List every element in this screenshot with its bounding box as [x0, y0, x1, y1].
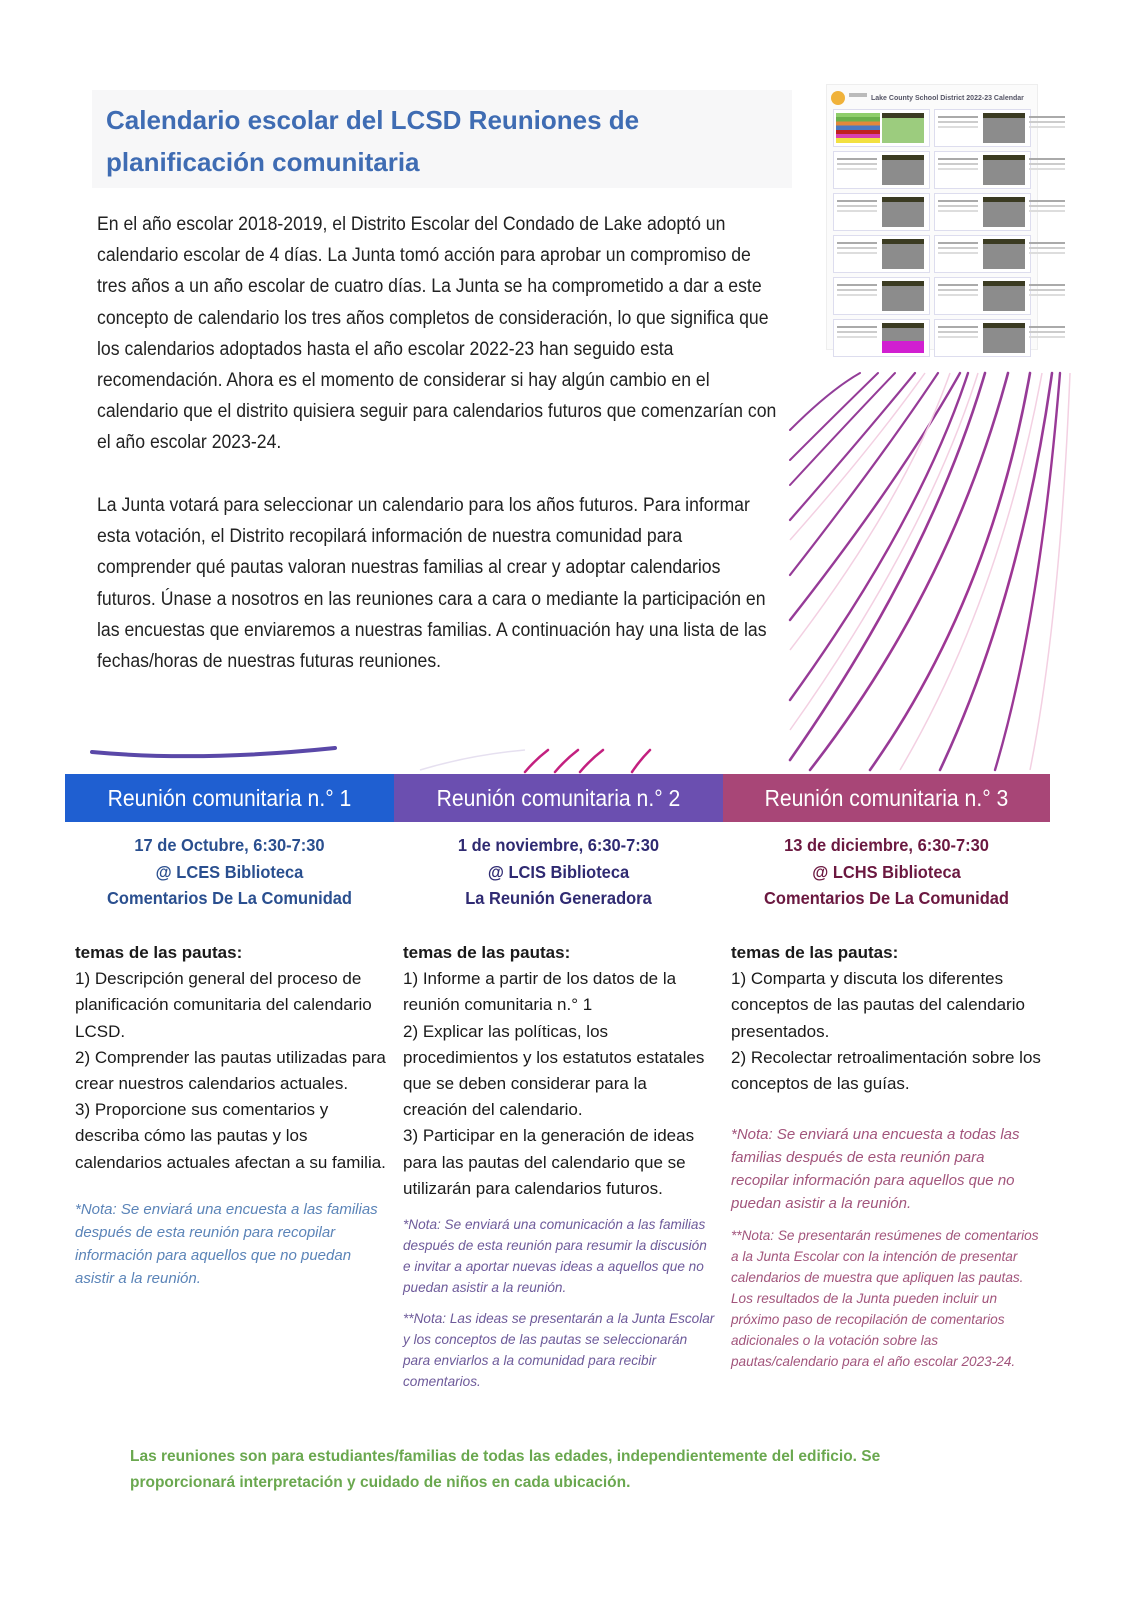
meeting-location: @ LCIS Biblioteca [487, 861, 630, 882]
footer-note: Las reuniones son para estudiantes/familias de todas las edades, independientemente del edificio. Se proporcionará interpretación y cuidado de niños en cada ubicación. [130, 1448, 881, 1491]
meeting-2-topics [403, 940, 715, 1392]
topic-item: 3) Proporcione sus comentarios y describa cómo las pautas y los calendarios actuales afectan a su familia. [75, 1100, 386, 1172]
meeting-3-heading: Reunión comunitaria n.° 3 [723, 774, 1050, 822]
calendar-month-cell [934, 193, 1031, 231]
meeting-header-bar [65, 774, 1050, 822]
calendar-thumbnail [826, 84, 1038, 350]
page-title: Calendario escolar del LCSD Reuniones de planificación comunitaria [106, 105, 640, 177]
meeting-location: @ LCHS Biblioteca [812, 861, 961, 882]
meeting-type: Comentarios De La Comunidad [107, 888, 352, 908]
meeting-2-details [394, 832, 723, 912]
topic-item: 2) Recolectar retroalimentación sobre los conceptos de las guías. [731, 1047, 1041, 1094]
meeting-1-details [65, 832, 394, 912]
meeting-location: @ LCES Biblioteca [155, 861, 304, 882]
meeting-type: Comentarios De La Comunidad [764, 888, 1009, 908]
calendar-month-cell [833, 235, 930, 273]
meeting-note-2: **Nota: Las ideas se presentarán a la Junta Escolar y los conceptos de las pautas se seleccionarán para enviarlos a la comunidad para recibir comentarios. [403, 1311, 715, 1390]
meeting-note: *Nota: Se enviará una comunicación a las familias después de esta reunión para resumir la discusión e invitar a aportar nuevas ideas a aquellos que no puedan asistir a la reunión. [403, 1217, 707, 1296]
topic-item: 3) Participar en la generación de ideas para las pautas del calendario que se utilizarán para calendarios futuros. [403, 1126, 695, 1198]
calendar-thumbnail-title: Lake County School District 2022-23 Calendar [871, 95, 1024, 102]
calendar-month-cell [934, 277, 1031, 315]
topics-label: temas de las pautas: [731, 943, 899, 962]
calendar-month-cell [833, 319, 930, 357]
calendar-month-cell [934, 319, 1031, 357]
meeting-note-2: **Nota: Se presentarán resúmenes de comentarios a la Junta Escolar con la intención de presentar calendarios de muestra que apliquen las pautas. Los resultados de la Junta pueden incluir un próximo paso de recopilación de comentarios adicionales o la votación sobre las pautas/calendario para el año escolar 2023-24. [731, 1228, 1039, 1370]
topic-item: 2) Comprender las pautas utilizadas para crear nuestros calendarios actuales. [75, 1047, 386, 1094]
calendar-month-cell [934, 109, 1031, 147]
intro-paragraph-2: La Junta votará para seleccionar un calendario para los años futuros. Para informar esta votación, el Distrito recopilará información de nuestra comunidad para comprender qué pautas valoran nuestras familias al crear y adoptar calendarios futuros. Únase a nosotros en las reuniones cara a cara o mediante la participación en las encuestas que enviaremos a nuestras familias. A continuación hay una lista de las fechas/horas de nuestras futuras reuniones. [97, 494, 767, 673]
meeting-type: La Reunión Generadora [465, 888, 652, 908]
topic-item: 1) Descripción general del proceso de planificación comunitaria del calendario LCSD. [75, 969, 372, 1041]
calendar-month-cell [833, 277, 930, 315]
meeting-2-heading: Reunión comunitaria n.° 2 [394, 774, 723, 822]
topic-item: 2) Explicar las políticas, los procedimientos y los estatutos estatales que se deben considerar para la creación del calendario. [403, 1021, 705, 1120]
calendar-month-cell [934, 235, 1031, 273]
meeting-note: *Nota: Se enviará una encuesta a las familias después de esta reunión para recopilar información para aquellos que no puedan asistir a la reunión. [75, 1200, 378, 1287]
calendar-month-cell [833, 109, 930, 147]
meeting-1-topics [75, 940, 387, 1290]
topic-item: 1) Comparta y discuta los diferentes conceptos de las pautas del calendario presentados. [731, 969, 1025, 1041]
meeting-3-topics [731, 940, 1043, 1372]
topics-label: temas de las pautas: [403, 943, 571, 962]
calendar-month-cell [934, 151, 1031, 189]
school-logo-icon [831, 91, 845, 105]
meeting-date: 13 de diciembre, 6:30-7:30 [784, 835, 989, 855]
logo-text [849, 93, 867, 97]
meeting-3-details [722, 832, 1051, 912]
intro-paragraph-1: En el año escolar 2018-2019, el Distrito Escolar del Condado de Lake adoptó un calendario escolar de 4 días. La Junta tomó acción para aprobar un compromiso de tres años a un año escolar de cuatro días. La Junta se ha comprometido a dar a este concepto de calendario los tres años completos de consideración, lo que significa que los calendarios adoptados hasta el año escolar 2022-23 han seguido esta recomendación. Ahora es el momento de considerar si hay algún cambio en el calendario que el distrito quisiera seguir para calendarios futuros que comenzarían con el año escolar 2023-24. [97, 213, 777, 454]
meeting-1-heading: Reunión comunitaria n.° 1 [65, 774, 394, 822]
calendar-thumbnail-grid [833, 109, 1031, 357]
meeting-note: *Nota: Se enviará una encuesta a todas las familias después de esta reunión para recopilar información para aquellos que no puedan asistir a la reunión. [731, 1126, 1020, 1213]
meeting-date: 17 de Octubre, 6:30-7:30 [134, 835, 325, 855]
meeting-date: 1 de noviembre, 6:30-7:30 [457, 835, 660, 855]
topics-label: temas de las pautas: [75, 943, 243, 962]
calendar-month-cell [833, 193, 930, 231]
calendar-month-cell [833, 151, 930, 189]
topic-item: 1) Informe a partir de los datos de la reunión comunitaria n.° 1 [403, 969, 677, 1015]
